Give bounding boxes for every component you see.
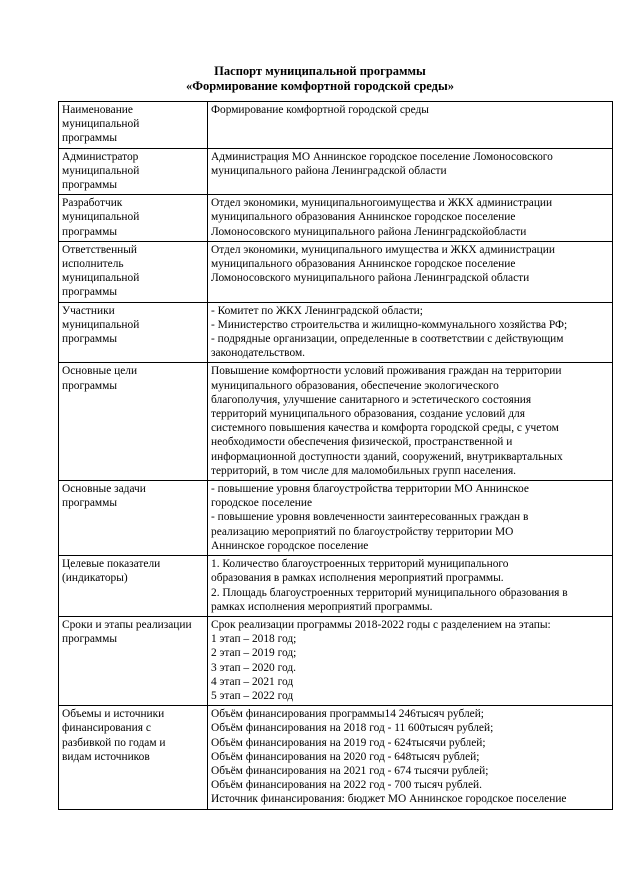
row-label-line: Администратор [62,150,139,163]
table-row [59,556,613,617]
row-content-line: 1. Количество благоустроенных территорий муниципального [211,558,509,571]
row-content-line: городское поселение [211,497,313,510]
row-content-cell [208,302,613,363]
row-content-line: Ломоносовского муниципального района Ленинградскойобласти [211,225,527,238]
row-label-cell [59,481,208,556]
row-label-cell [59,195,208,242]
row-content-line: 4 этап – 2021 год [211,675,294,688]
row-content-line: 2. Площадь благоустроенных территорий муниципального образования в [211,586,568,599]
row-label-line: Наименование [62,104,133,116]
row-content-line: муниципального района Ленинградской области [211,164,447,177]
row-content-line: Объём финансирования на 2018 год - 11 600тысяч рублей; [211,722,494,735]
row-content-line: муниципального образования Аннинское городское поселение [211,258,516,271]
row-content-line: Объём финансирования программы14 246тысяч рублей; [211,708,484,721]
row-content-cell [208,481,613,556]
row-label-line: программы [62,379,117,392]
row-content-line: образования в рамках исполнения мероприятий программы. [211,572,504,585]
row-label-line: программы [62,633,117,646]
table-row [59,616,613,705]
row-label-line: муниципальной [62,211,140,224]
row-content-line: муниципального образования, обеспечение экологического [211,379,499,392]
row-content-line: информационной доступности зданий, сооружений, внутриквартальных [211,450,563,463]
row-content-line: - Комитет по ЖКХ Ленинградской области; [211,304,423,317]
row-label-line: муниципальной [62,118,140,131]
row-content-cell [208,195,613,242]
row-label-line: Основные задачи [62,483,146,496]
row-label-cell [59,102,208,149]
row-content-line: Отдел экономики, муниципального имущества и ЖКХ администрации [211,243,555,256]
row-content-cell [208,616,613,705]
row-content-line: территорий, в том числе для маломобильных групп населения. [211,464,517,477]
row-label-cell [59,616,208,705]
row-content-line: муниципального образования Аннинское городское поселение [211,211,516,224]
row-label-cell [59,556,208,617]
row-label-line: программы [62,497,117,510]
row-content-line: - повышение уровня вовлеченности заинтересованных граждан в [211,511,529,524]
row-content-cell [208,148,613,195]
row-content-line: Источник финансирования: бюджет МО Аннинское городское поселение [211,793,567,806]
row-label-line: программы [62,179,117,192]
row-label-cell [59,302,208,363]
row-content-cell [208,241,613,302]
row-label-line: муниципальной [62,164,140,177]
row-content-line: необходимости обеспечения физической, пространственной и [211,436,513,449]
row-label-line: Сроки и этапы реализации [62,618,192,631]
row-content-line: 3 этап – 2020 год. [211,661,296,674]
row-content-line: Аннинское городское поселение [211,539,369,552]
row-content-line: благополучия, улучшение санитарного и эстетического состояния [211,393,532,406]
row-content-line: Ломоносовского муниципального района Ленинградской области [211,272,530,285]
row-label-cell [59,241,208,302]
table-row [59,302,613,363]
row-content-line: Объём финансирования на 2019 год - 624тысячи рублей; [211,736,486,749]
row-label-line: исполнитель [62,258,124,271]
row-content-line: Формирование комфортной городской среды [211,104,429,116]
row-label-cell [59,363,208,481]
row-content-line: рамках исполнения мероприятий программы. [211,600,433,613]
passport-table [58,101,613,810]
document-title: Паспорт муниципальной программы [214,64,426,78]
row-label-cell [59,706,208,809]
table-row [59,195,613,242]
row-content-line: системного повышения качества и комфорта городской среды, с учетом [211,422,559,435]
row-content-line: - повышение уровня благоустройства территории МО Аннинское [211,483,529,496]
row-label-line: Основные цели [62,365,138,378]
row-label-cell [59,148,208,195]
row-label-line: (индикаторы) [62,572,128,585]
row-content-line: Объём финансирования на 2021 год - 674 тысячи рублей; [211,764,489,777]
row-content-line: 1 этап – 2018 год; [211,633,297,646]
table-row [59,148,613,195]
row-content-cell [208,556,613,617]
row-label-line: программы [62,132,117,145]
row-label-line: программы [62,225,117,238]
row-content-line: - Министерство строительства и жилищно-коммунального хозяйства РФ; [211,318,568,331]
row-content-line: - подрядные организации, определенные в соответствии с действующим [211,333,564,346]
row-label-line: Разработчик [62,197,123,210]
row-label-line: Объемы и источники [62,708,165,721]
row-label-line: Участники [62,304,115,317]
row-label-line: муниципальной [62,272,140,285]
row-label-line: разбивкой по годам и [62,736,166,749]
row-content-line: Объём финансирования на 2022 год - 700 тысяч рублей. [211,779,482,792]
row-label-line: программы [62,333,117,346]
passport-table-body [59,102,613,810]
row-label-line: муниципальной [62,318,140,331]
row-content-line: Объём финансирования на 2020 год - 648тысяч рублей; [211,750,480,763]
row-content-line: территорий муниципального образования, создание условий для [211,408,525,421]
row-content-cell [208,706,613,809]
row-content-line: Срок реализации программы 2018-2022 годы с разделением на этапы: [211,618,551,631]
table-row [59,241,613,302]
row-label-line: видам источников [62,750,150,763]
row-content-cell [208,102,613,149]
row-content-cell [208,363,613,481]
program-name-title: «Формирование комфортной городской среды» [185,79,454,93]
row-content-line: реализацию мероприятий по благоустройству территории МО [211,525,514,538]
row-content-line: Отдел экономики, муниципальногоимущества и ЖКХ администрации [211,197,553,210]
row-content-line: законодательством. [211,347,306,360]
table-row [59,481,613,556]
table-row [59,102,613,149]
row-label-line: Ответственный [62,243,138,256]
row-content-line: Администрация МО Аннинское городское поселение Ломоносовского [211,150,553,163]
table-row [59,363,613,481]
row-content-line: 2 этап – 2019 год; [211,647,297,660]
row-label-line: программы [62,286,117,299]
row-content-line: Повышение комфортности условий проживания граждан на территории [211,365,562,378]
row-label-line: Целевые показатели [62,558,161,571]
row-label-line: финансирования с [62,722,151,735]
table-row [59,706,613,809]
row-content-line: 5 этап – 2022 год [211,689,294,702]
